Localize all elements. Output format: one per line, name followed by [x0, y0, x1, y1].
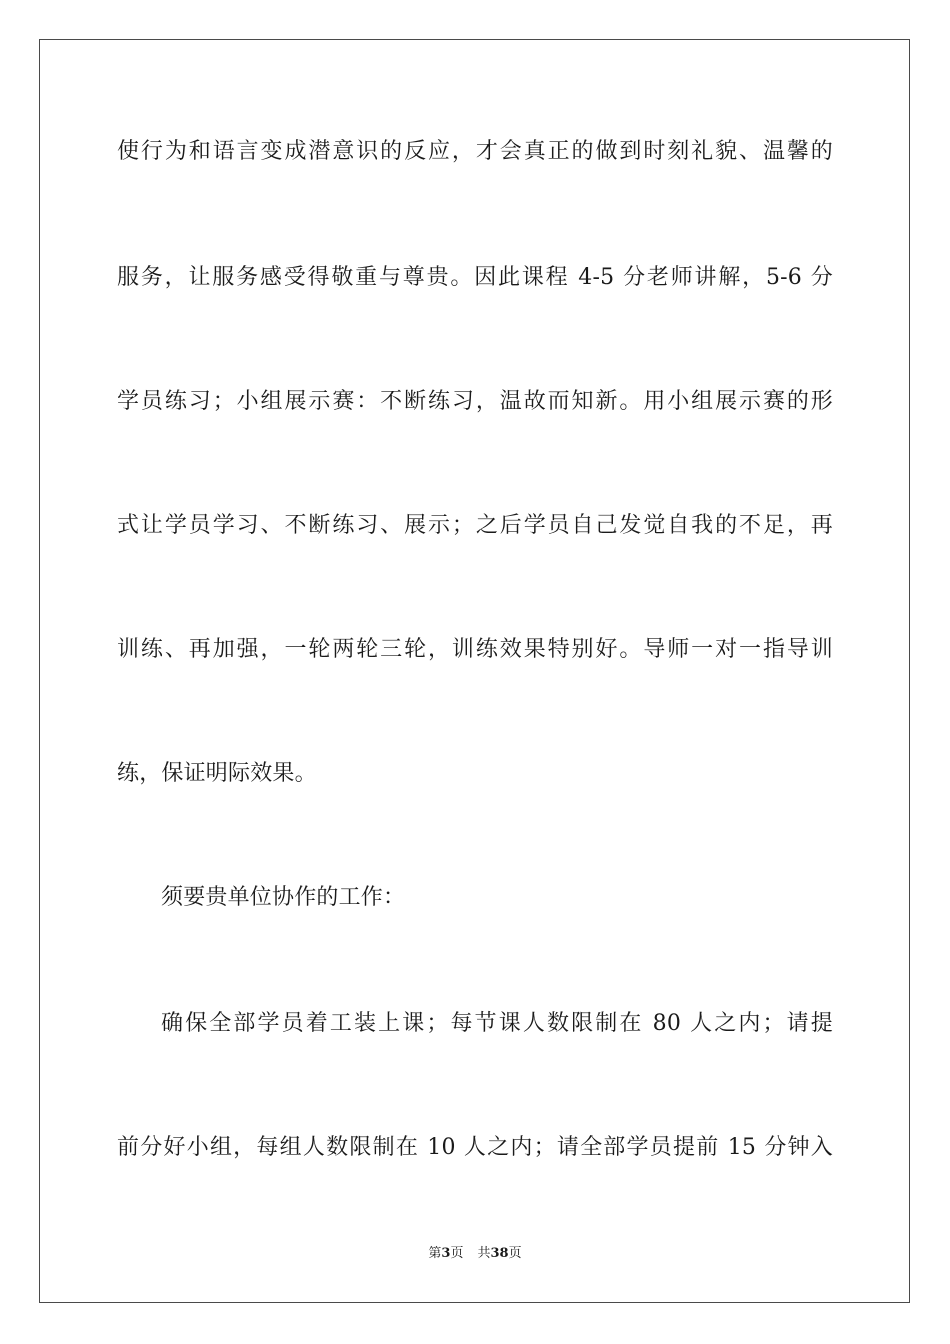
page-suffix: 页	[450, 1246, 464, 1261]
text-line: 使行为和语言变成潜意识的反应，才会真正的做到时刻礼貌、温馨的	[117, 139, 833, 164]
text-line: 确保全部学员着工装上课；每节课人数限制在 80 人之内；请提	[161, 1011, 833, 1036]
section-heading: 须要贵单位协作的工作：	[161, 885, 406, 910]
page-footer	[0, 1244, 950, 1264]
text-line: 练，保证明际效果。	[117, 761, 317, 786]
page-prefix: 第	[428, 1246, 442, 1261]
text-line: 学员练习；小组展示赛：不断练习，温故而知新。用小组展示赛的形	[117, 389, 833, 414]
text-line: 前分好小组，每组人数限制在 10 人之内；请全部学员提前 15 分钟入	[117, 1135, 833, 1160]
total-suffix: 页	[508, 1246, 522, 1261]
text-line: 训练、再加强，一轮两轮三轮，训练效果特别好。导师一对一指导训	[117, 637, 833, 662]
page-total: 38	[490, 1246, 509, 1261]
text-line: 式让学员学习、不断练习、展示；之后学员自己发觉自我的不足，再	[117, 513, 833, 538]
page-border	[39, 39, 910, 1303]
text-line: 服务，让服务感受得敬重与尊贵。因此课程 4-5 分老师讲解，5-6 分	[117, 265, 833, 290]
page-current: 3	[441, 1246, 451, 1261]
total-prefix: 共	[477, 1246, 491, 1261]
